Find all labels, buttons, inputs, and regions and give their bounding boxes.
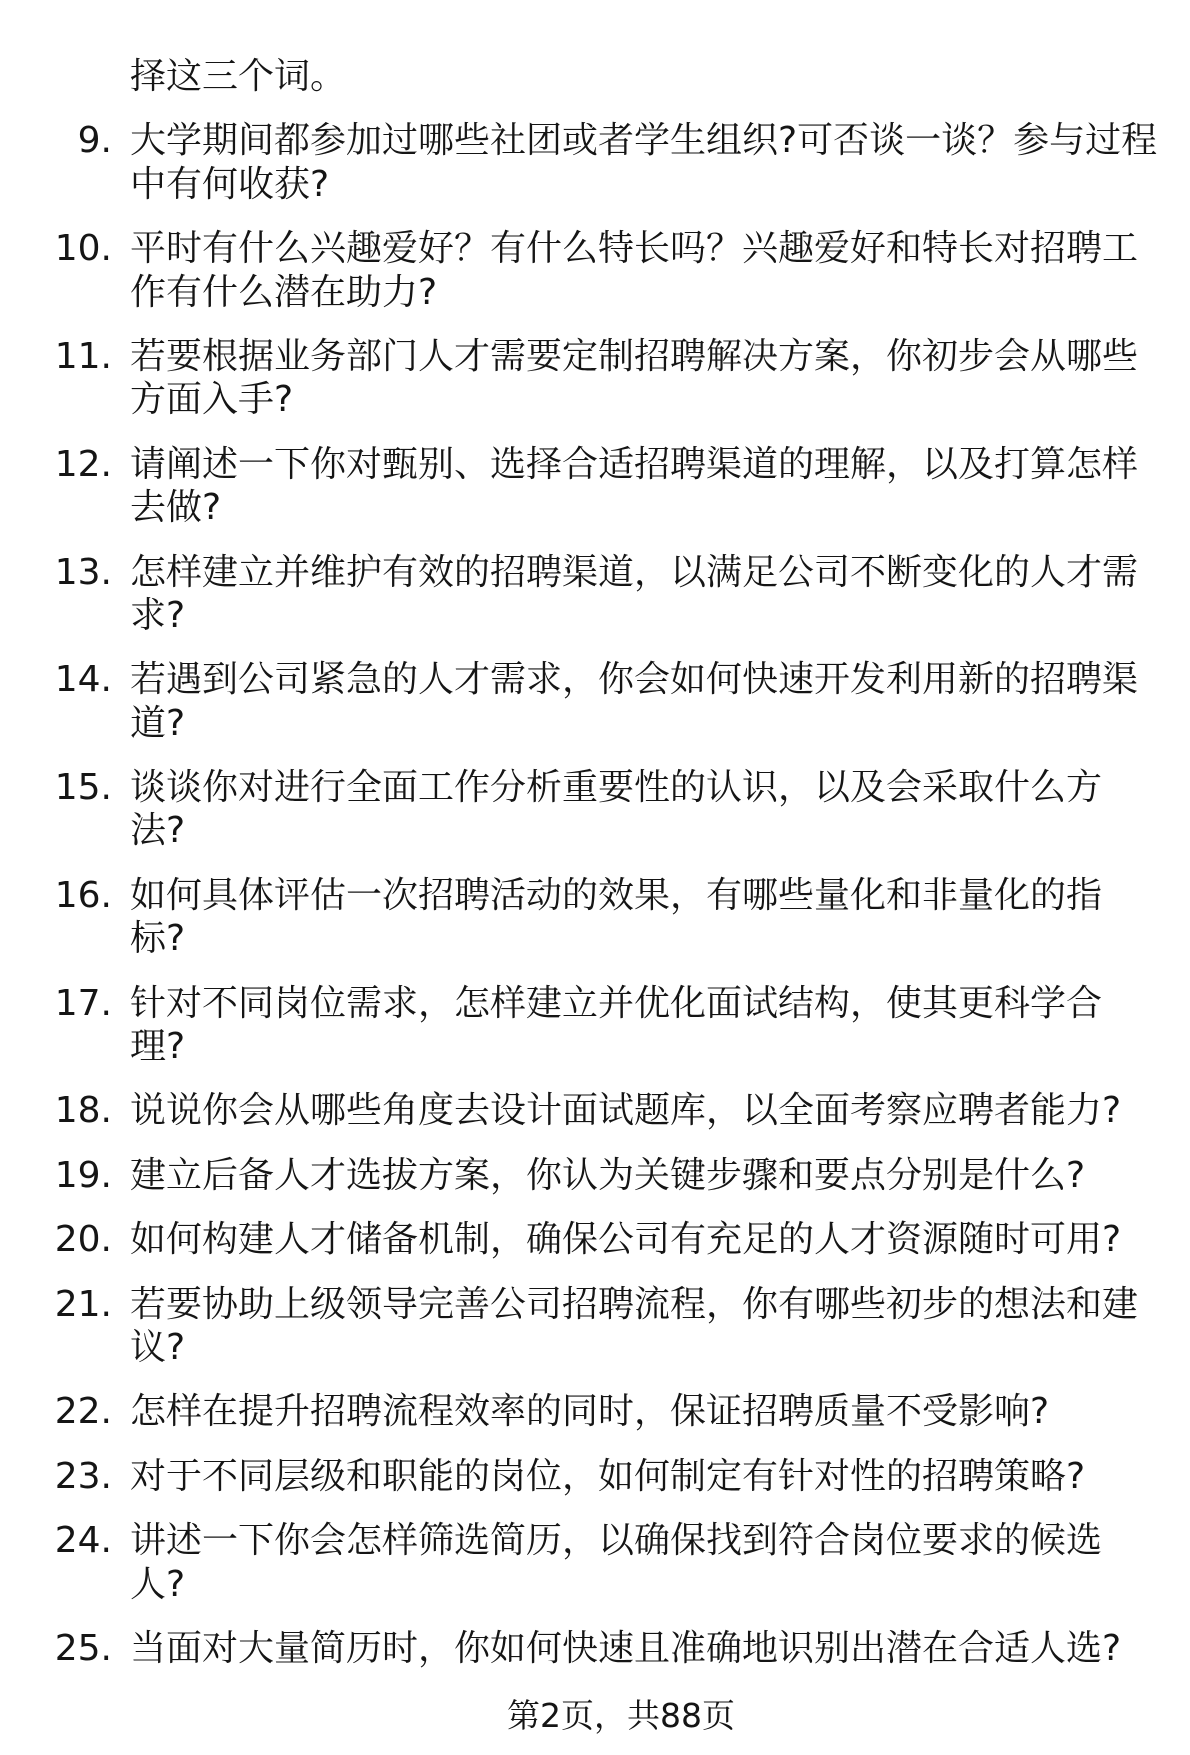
question-line: 谈谈你对进行全面工作分析重要性的认识，以及会采取什么方 — [130, 767, 1103, 809]
question-number: 18. — [54, 1090, 112, 1132]
question-line: 中有何收获? — [130, 163, 330, 205]
question-item — [0, 1390, 1190, 1433]
question-line: 作有什么潜在助力? — [130, 271, 438, 313]
question-item — [0, 551, 1190, 638]
question-line: 说说你会从哪些角度去设计面试题库，以全面考察应聘者能力? — [130, 1090, 1122, 1132]
question-text — [130, 766, 1190, 853]
question-number: 11. — [54, 335, 112, 377]
question-text — [130, 1519, 1190, 1606]
question-item — [0, 1627, 1190, 1670]
question-text — [130, 658, 1190, 745]
question-text — [130, 443, 1190, 530]
question-line: 若遇到公司紧急的人才需求，你会如何快速开发利用新的招聘渠 — [130, 659, 1139, 701]
question-item — [0, 874, 1190, 961]
question-item — [0, 1154, 1190, 1197]
question-line: 对于不同层级和职能的岗位，如何制定有针对性的招聘策略? — [130, 1455, 1086, 1497]
question-text — [130, 1218, 1190, 1261]
question-line: 请阐述一下你对甄别、选择合适招聘渠道的理解，以及打算怎样 — [130, 443, 1139, 485]
question-line: 若要根据业务部门人才需要定制招聘解决方案，你初步会从哪些 — [130, 335, 1139, 377]
question-number: 17. — [54, 982, 112, 1024]
question-number: 10. — [54, 228, 112, 270]
question-text — [130, 1283, 1190, 1370]
question-item — [0, 1455, 1190, 1498]
question-text — [130, 1627, 1190, 1670]
page-footer: 第2页，共88页 — [507, 1696, 735, 1735]
question-line: 标? — [130, 918, 186, 960]
question-line: 求? — [130, 594, 186, 636]
question-item — [0, 658, 1190, 745]
question-number: 22. — [54, 1391, 112, 1433]
question-line: 法? — [130, 810, 186, 852]
question-line: 怎样在提升招聘流程效率的同时，保证招聘质量不受影响? — [130, 1391, 1050, 1433]
question-line: 怎样建立并维护有效的招聘渠道，以满足公司不断变化的人才需 — [130, 551, 1139, 593]
question-item — [0, 766, 1190, 853]
question-line: 理? — [130, 1026, 186, 1068]
question-line: 当面对大量简历时，你如何快速且准确地识别出潜在合适人选? — [130, 1627, 1122, 1669]
question-text — [130, 1154, 1190, 1197]
question-item — [0, 335, 1190, 422]
question-line: 人? — [130, 1563, 186, 1605]
question-line: 大学期间都参加过哪些社团或者学生组织?可否谈一谈？参与过程 — [130, 120, 1158, 162]
question-item — [0, 1283, 1190, 1370]
question-number: 12. — [54, 443, 112, 485]
question-line: 去做? — [130, 487, 222, 529]
question-line: 针对不同岗位需求，怎样建立并优化面试结构，使其更科学合 — [130, 982, 1103, 1024]
question-line: 如何具体评估一次招聘活动的效果，有哪些量化和非量化的指 — [130, 874, 1103, 916]
question-text — [130, 874, 1190, 961]
question-item — [0, 1218, 1190, 1261]
question-line: 若要协助上级领导完善公司招聘流程，你有哪些初步的想法和建 — [130, 1283, 1139, 1325]
question-text — [130, 551, 1190, 638]
question-item — [0, 227, 1190, 314]
question-number: 13. — [54, 551, 112, 593]
question-number: 23. — [54, 1455, 112, 1497]
question-number: 14. — [54, 659, 112, 701]
question-line: 讲述一下你会怎样筛选简历，以确保找到符合岗位要求的候选 — [130, 1520, 1103, 1562]
question-line: 议? — [130, 1326, 186, 1368]
question-line: 道? — [130, 702, 186, 744]
question-item — [0, 443, 1190, 530]
question-number: 15. — [54, 767, 112, 809]
question-line: 建立后备人才选拔方案，你认为关键步骤和要点分别是什么? — [130, 1154, 1086, 1196]
question-text — [130, 1455, 1190, 1498]
question-text — [130, 335, 1190, 422]
question-item — [0, 982, 1190, 1069]
question-text — [130, 1089, 1190, 1132]
question-number: 20. — [54, 1219, 112, 1261]
question-line: 如何构建人才储备机制，确保公司有充足的人才资源随时可用? — [130, 1219, 1122, 1261]
question-item — [0, 1519, 1190, 1606]
question-line: 方面入手? — [130, 379, 294, 421]
continuation-line: 择这三个词。 — [130, 56, 347, 97]
question-number: 16. — [54, 874, 112, 916]
question-text — [130, 982, 1190, 1069]
question-text — [130, 119, 1190, 206]
question-item — [0, 1089, 1190, 1132]
question-number: 9. — [77, 120, 112, 162]
question-line: 平时有什么兴趣爱好？有什么特长吗？兴趣爱好和特长对招聘工 — [130, 228, 1139, 270]
question-number: 19. — [54, 1154, 112, 1196]
question-number: 25. — [54, 1627, 112, 1669]
question-text — [130, 227, 1190, 314]
question-number: 24. — [54, 1520, 112, 1562]
question-text — [130, 1390, 1190, 1433]
question-list — [0, 55, 1190, 1691]
question-number: 21. — [54, 1283, 112, 1325]
question-item — [0, 119, 1190, 206]
